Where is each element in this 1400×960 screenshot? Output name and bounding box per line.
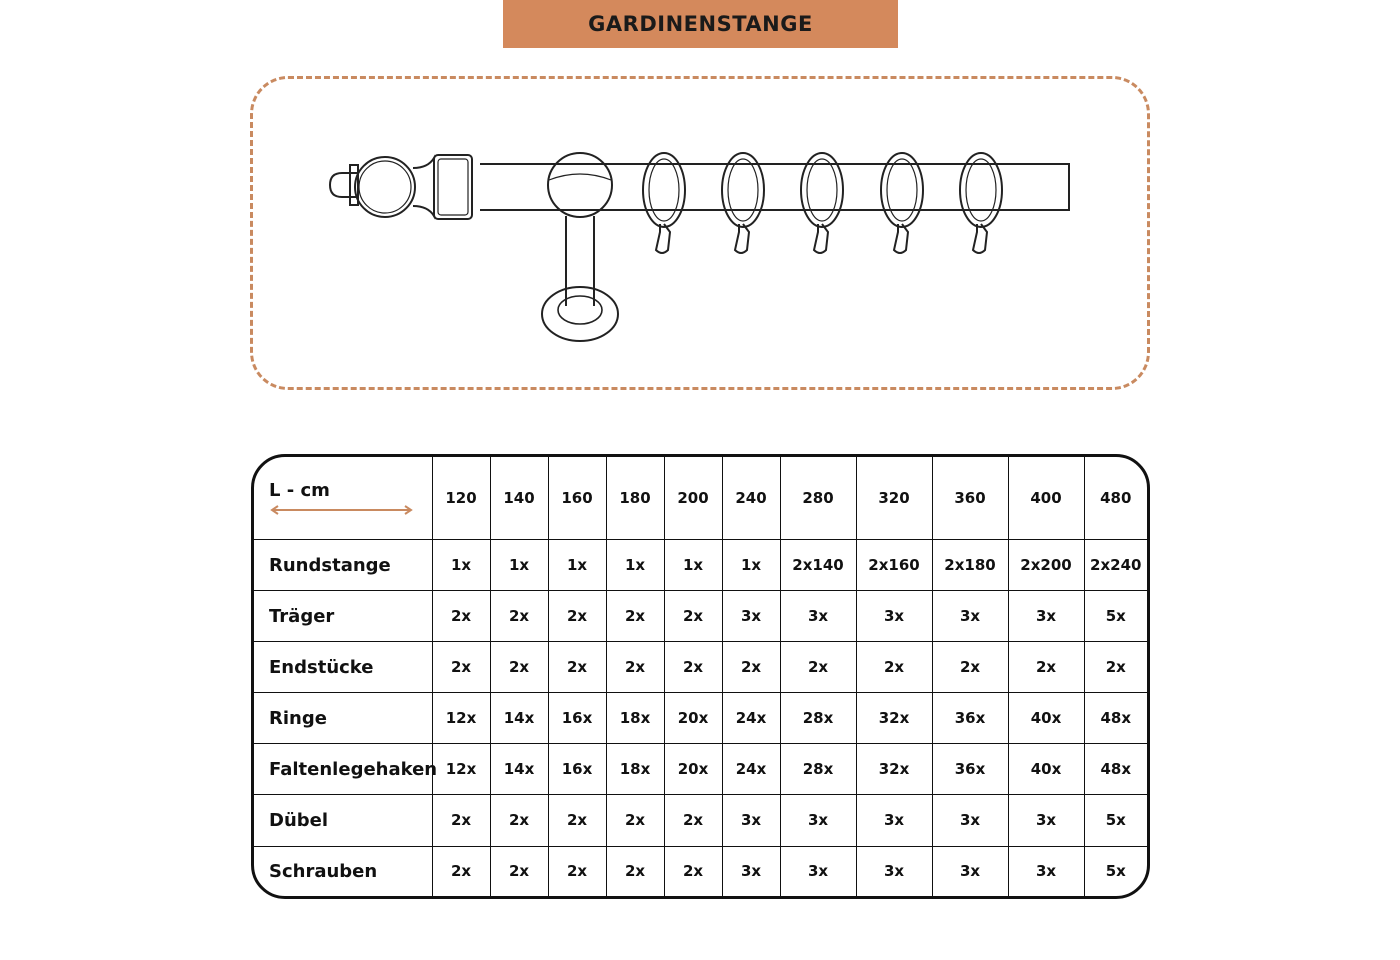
table-cell: 3x [1008, 591, 1084, 642]
table-cell: 2x [664, 591, 722, 642]
table-cell: 2x180 [932, 539, 1008, 590]
table-cell: 2x [856, 642, 932, 693]
table-cell: 3x [722, 846, 780, 896]
length-header-480: 480 [1084, 457, 1147, 539]
table-row [254, 846, 1147, 896]
finial-waist [413, 158, 434, 216]
length-header-320: 320 [856, 457, 932, 539]
finial-ball [355, 157, 415, 217]
table-cell: 2x [548, 591, 606, 642]
rings [643, 153, 1002, 253]
table-cell: 16x [548, 693, 606, 744]
table-cell: 3x [856, 795, 932, 846]
table-cell: 1x [606, 539, 664, 590]
length-header-400: 400 [1008, 457, 1084, 539]
table-cell: 3x [932, 591, 1008, 642]
table-cell: 2x [432, 642, 490, 693]
table-cell: 36x [932, 744, 1008, 795]
table-cell: 2x160 [856, 539, 932, 590]
rod-body [480, 164, 1069, 210]
table-cell: 24x [722, 744, 780, 795]
length-header-180: 180 [606, 457, 664, 539]
table-cell: 3x [1008, 795, 1084, 846]
table-cell: 18x [606, 744, 664, 795]
table-cell: 48x [1084, 744, 1147, 795]
length-header-240: 240 [722, 457, 780, 539]
table-row [254, 591, 1147, 642]
table-cell: 2x [664, 846, 722, 896]
finial-tip [330, 173, 358, 197]
table-row [254, 744, 1147, 795]
table-cell: 2x [432, 795, 490, 846]
length-header-360: 360 [932, 457, 1008, 539]
header-row [254, 457, 1147, 539]
table-cell: 16x [548, 744, 606, 795]
table-row [254, 539, 1147, 590]
table-cell: 28x [780, 693, 856, 744]
length-header-280: 280 [780, 457, 856, 539]
table-cell: 2x [606, 642, 664, 693]
table-row [254, 693, 1147, 744]
table-cell: 3x [722, 591, 780, 642]
table-cell: 2x [548, 846, 606, 896]
specification-table-frame [251, 454, 1150, 899]
table-cell: 2x [548, 795, 606, 846]
row-label: Schrauben [254, 846, 432, 896]
table-cell: 2x [432, 846, 490, 896]
curtain-rod-illustration [0, 0, 1400, 420]
table-cell: 18x [606, 693, 664, 744]
row-label: Endstücke [254, 642, 432, 693]
table-cell: 2x [932, 642, 1008, 693]
table-cell: 2x200 [1008, 539, 1084, 590]
hook [735, 224, 749, 253]
table-cell: 2x240 [1084, 539, 1147, 590]
table-cell: 3x [780, 846, 856, 896]
table-cell: 2x [780, 642, 856, 693]
table-cell: 3x [932, 846, 1008, 896]
table-cell: 2x [432, 591, 490, 642]
table-cell: 5x [1084, 795, 1147, 846]
ring [643, 153, 685, 253]
table-cell: 12x [432, 693, 490, 744]
table-cell: 48x [1084, 693, 1147, 744]
table-cell: 2x [490, 846, 548, 896]
table-cell: 3x [722, 795, 780, 846]
length-header-cell [254, 457, 432, 539]
table-cell: 2x [490, 591, 548, 642]
length-header-160: 160 [548, 457, 606, 539]
table-cell: 2x [606, 795, 664, 846]
table-cell: 2x140 [780, 539, 856, 590]
hook [814, 224, 828, 253]
table-cell: 1x [548, 539, 606, 590]
table-cell: 1x [664, 539, 722, 590]
length-header-120: 120 [432, 457, 490, 539]
table-cell: 40x [1008, 744, 1084, 795]
table-cell: 5x [1084, 591, 1147, 642]
row-label: Rundstange [254, 539, 432, 590]
row-label: Faltenlegehaken [254, 744, 432, 795]
table-row [254, 642, 1147, 693]
table-cell: 2x [1084, 642, 1147, 693]
table-cell: 2x [606, 591, 664, 642]
table-cell: 2x [548, 642, 606, 693]
table-cell: 28x [780, 744, 856, 795]
table-cell: 14x [490, 693, 548, 744]
table-cell: 1x [490, 539, 548, 590]
ring [722, 153, 764, 253]
ring [881, 153, 923, 253]
bracket-ball [548, 153, 612, 217]
table-cell: 3x [856, 846, 932, 896]
row-label: Träger [254, 591, 432, 642]
table-cell: 2x [490, 795, 548, 846]
wall-plate [542, 287, 618, 341]
table-cell: 24x [722, 693, 780, 744]
hook [656, 224, 670, 253]
table-row [254, 795, 1147, 846]
table-cell: 32x [856, 744, 932, 795]
table-cell: 32x [856, 693, 932, 744]
table-cell: 3x [932, 795, 1008, 846]
table-cell: 1x [432, 539, 490, 590]
bracket-arm [566, 216, 594, 306]
table-cell: 12x [432, 744, 490, 795]
table-cell: 3x [780, 591, 856, 642]
table-cell: 2x [664, 642, 722, 693]
length-label: L - cm [269, 480, 330, 502]
row-label: Ringe [254, 693, 432, 744]
length-header-140: 140 [490, 457, 548, 539]
finial-collar [434, 155, 472, 219]
table-cell: 5x [1084, 846, 1147, 896]
table-cell: 2x [1008, 642, 1084, 693]
hook [973, 224, 987, 253]
table-cell: 2x [722, 642, 780, 693]
page-title: GARDINENSTANGE [588, 12, 813, 36]
specification-table [254, 457, 1147, 896]
table-cell: 1x [722, 539, 780, 590]
table-cell: 20x [664, 693, 722, 744]
ring [801, 153, 843, 253]
table-cell: 14x [490, 744, 548, 795]
table-cell: 3x [780, 795, 856, 846]
table-cell: 2x [606, 846, 664, 896]
table-cell: 3x [1008, 846, 1084, 896]
table-cell: 3x [856, 591, 932, 642]
length-header-200: 200 [664, 457, 722, 539]
table-cell: 40x [1008, 693, 1084, 744]
hook [894, 224, 908, 253]
table-cell: 20x [664, 744, 722, 795]
table-cell: 2x [664, 795, 722, 846]
table-cell: 2x [490, 642, 548, 693]
ring [960, 153, 1002, 253]
row-label: Dübel [254, 795, 432, 846]
double-arrow-icon [269, 505, 414, 515]
table-cell: 36x [932, 693, 1008, 744]
